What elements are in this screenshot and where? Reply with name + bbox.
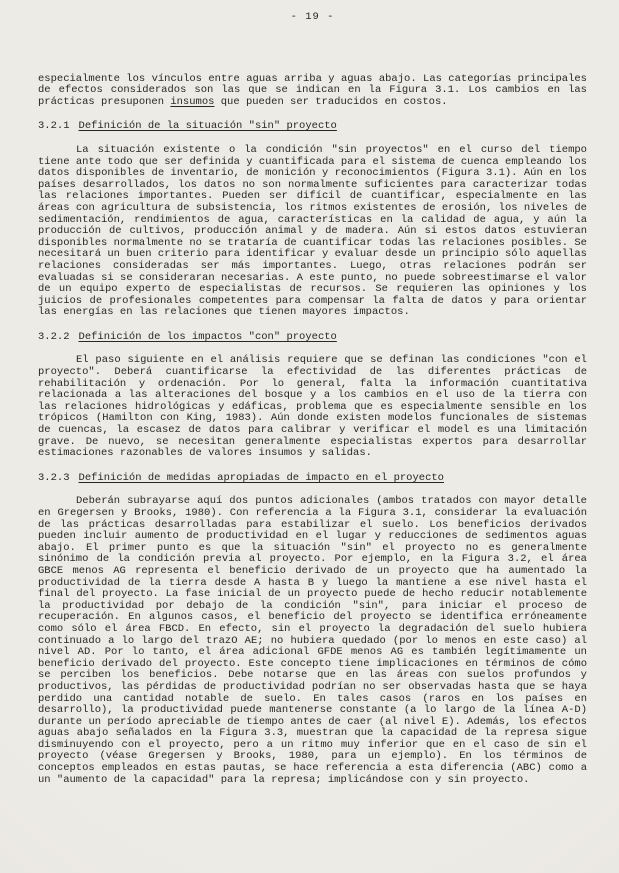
intro-paragraph [38, 74, 587, 109]
intro-text-after: que pueden ser traducidos en costos. [214, 95, 448, 108]
section-heading-3-2-2 [38, 332, 587, 344]
section-number-3-2-3: 3.2.3 [38, 471, 70, 484]
intro-text-before: especialmente los vínculos entre aguas arriba y aguas abajo. Las categorías principales de efectos considerados son las que se indican en la Figura 3.1. Los cambios en las prácticas presuponen [38, 72, 587, 108]
intro-underlined-term: insumos [170, 95, 215, 108]
page-number: - 19 - [290, 11, 335, 23]
section-title-3-2-2: Definición de los impactos "con" proyecto [78, 330, 337, 343]
section-paragraph-3-2-1: La situación existente o la condición "sin proyectos" en el curso del tiempo tiene ante todo que ser definida y cuantificada para el sistema de cuenca empleando los datos disponibles de inventario, de monición y reconocimientos (Figura 3.1). Aún en los países desarrollados, los datos no son normalmente suficientes para caracterizar todas las relaciones importantes. Pueden ser difícil de cuantificar, especialmente en las áreas con agricultura de subsistencia, los ritmos existentes de erosión, los niveles de sedimentación, rendimientos de agua, características en la calidad de agua, y aún la producción de cultivos, producción animal y de madera. Aún si estos datos estuvieran disponibles normalmente no se trataría de cuantificar todas las relaciones posibles. Se necesitará un buen criterio para identificar y evaluar desde un principio sólo aquellas relaciones consideradas ser más importantes. Luego, otras relaciones podrán ser evaluadas si se consideraran necesarias. A este punto, no puede sobreestimarse el valor de un equipo experto de especialistas de recursos. Se requieren las opiniones y los juicios de profesionales competentes para compensar la falta de datos y para orientar las energías en las relaciones que tienen mayores impactos. [38, 143, 587, 319]
section-number-3-2-2: 3.2.2 [38, 330, 70, 343]
section-title-3-2-3: Definición de medidas apropiadas de impacto en el proyecto [78, 471, 444, 484]
section-heading-3-2-1 [38, 121, 587, 133]
section-paragraph-3-2-2: El paso siguiente en el análisis requiere que se definan las condiciones "con el proyecto". Deberá cuantificarse la efectividad de las diferentes prácticas de rehabilitación y ordenación. Por lo general, falta la información cuantitativa relacionada a las alteraciones del bosque y a los cambios en el uso de la tierra con las relaciones hidrológicas y edáficas, problema que es especialmente sensible en los trópicos (Hamilton con King, 1983). Aún donde existen modelos funcionales de sistemas de cuencas, la escasez de datos para calibrar y verificar el model es una limitación grave. De nuevo, se necesitan generalmente especialistas expertos para desarrollar estimaciones razonables de valores insumos y salidas. [38, 354, 587, 460]
section-number-3-2-1: 3.2.1 [38, 120, 70, 133]
section-title-3-2-1: Definición de la situación "sin" proyecto [78, 120, 337, 133]
section-paragraph-3-2-3: Deberán subrayarse aquí dos puntos adicionales (ambos tratados con mayor detalle en Gregersen y Brooks, 1980). Con referencia a la Figura 3.1, considerar la evaluación de las prácticas desarrolladas para estabilizar el suelo. Los beneficios derivados pueden incluir aumento de productividad en el lugar y reducciones de sedimentos aguas abajo. El primer punto es que la situación "sin" el proyecto no es generalmente sinónimo de la condición previa al proyecto. Por ejemplo, en la Figura 3.2, el área GBCE menos AG representa el beneficio derivado de un proyecto que ha aumentado la productividad de la tierra desde A hasta B y luego la mantiene a ese nivel hasta el final del proyecto. La fase inicial de un proyecto puede de hecho reducir notablemente la productividad por debajo de la condición "sin", para iniciar el proceso de recuperación. En algunos casos, el beneficio del proyecto se identifica erróneamente como sólo el área FBCD. En efecto, sin el proyecto la degradación del suelo hubiera continuado a lo largo del trazO AE; no hubiera quedado (por lo menos en este caso) al nivel AD. Por lo tanto, el área adicional GFDE menos AG es también legítimamente un beneficio derivado del proyecto. Este concepto tiene implicaciones en términos de cómo se perciben los beneficios. Debe notarse que en las áreas con suelos profundos y productivos, las pérdidas de productividad podrían no ser observadas hasta que se haya perdido una cantidad notable de suelo. En tales casos (raros en los países en desarrollo), la productividad puede mantenerse constante (a lo largo de la línea A-D) durante un período apreciable de tiempo antes de caer (al nivel E). Además, los efectos aguas abajo señalados en la Figura 3.3, muestran que la capacidad de la represa sigue disminuyendo con el proyecto, pero a un ritmo muy inferior que en el caso de sin el proyecto (véase Gregersen y Brooks, 1980, para un ejemplo). En los términos de conceptos empleados en estas pautas, se hace referencia a esta diferencia (ABC) como a un "aumento de la capacidad" para la represa; implicándose con y sin proyecto. [38, 495, 587, 786]
section-heading-3-2-3 [38, 473, 587, 485]
